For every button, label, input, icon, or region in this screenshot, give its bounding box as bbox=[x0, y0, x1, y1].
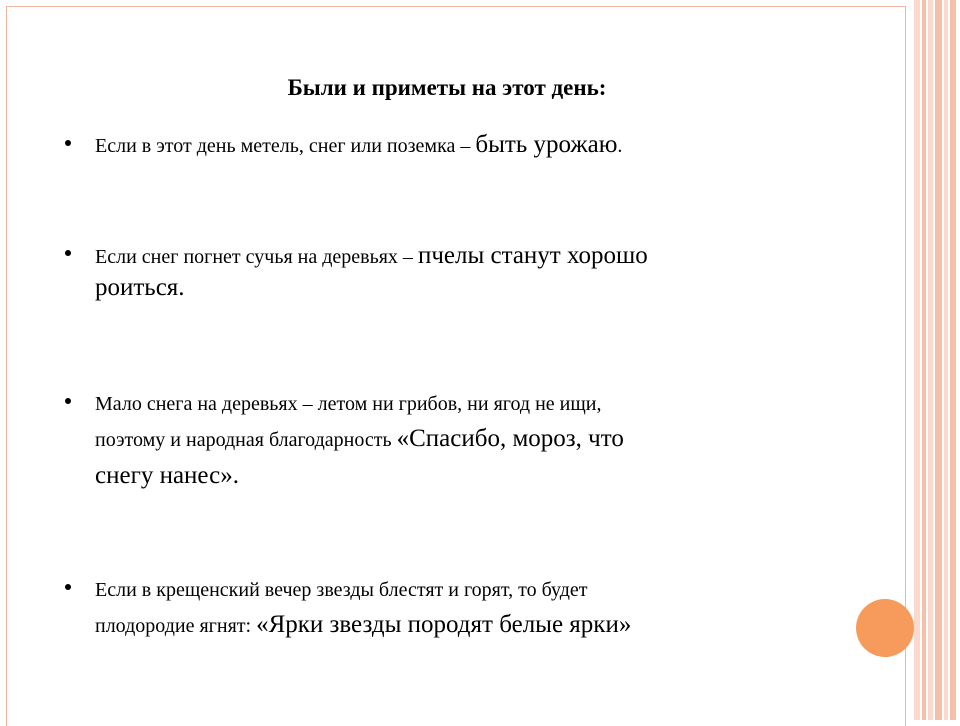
item-text-small: плодородие ягнят: bbox=[95, 615, 257, 637]
item-text-small: Если в этот день метель, снег или поземка – bbox=[95, 135, 476, 157]
item-text-big: роиться. bbox=[95, 274, 185, 301]
item-text-small: Если снег погнет сучья на деревьях – bbox=[95, 246, 418, 268]
slide-frame bbox=[6, 6, 906, 726]
stripe bbox=[922, 0, 926, 720]
bullet-dot bbox=[65, 140, 71, 146]
stripe bbox=[928, 0, 933, 720]
stripe bbox=[950, 0, 956, 720]
bullet-dot bbox=[65, 250, 71, 256]
item-text-big: «Ярки звезды породят белые ярки» bbox=[256, 611, 632, 638]
item-text-small: . bbox=[617, 135, 623, 157]
item-text-big: «Спасибо, мороз, что bbox=[396, 425, 624, 452]
bullet-dot bbox=[65, 584, 71, 590]
list-item-text bbox=[95, 241, 855, 308]
item-text-small: Мало снега на деревьях – летом ни грибов, ни ягод не ищи, bbox=[95, 393, 602, 415]
stripe bbox=[944, 0, 948, 720]
item-text-big: снегу нанес». bbox=[95, 462, 239, 489]
list-item-text bbox=[95, 389, 855, 496]
list-item-text bbox=[95, 131, 855, 162]
bullet-dot bbox=[65, 398, 71, 404]
item-text-big: пчелы станут хорошо bbox=[417, 242, 648, 269]
item-text-small: Если в крещенский вечер звезды блестят и горят, то будет bbox=[95, 579, 588, 601]
item-text-small: поэтому и народная благодарность bbox=[95, 429, 397, 451]
list-item-text bbox=[95, 575, 855, 648]
stripe bbox=[914, 0, 920, 720]
decorative-circle bbox=[856, 599, 914, 657]
item-text-big: быть урожаю bbox=[475, 131, 618, 158]
stripe bbox=[935, 0, 942, 720]
slide-title: Были и приметы на этот день: bbox=[287, 75, 607, 100]
